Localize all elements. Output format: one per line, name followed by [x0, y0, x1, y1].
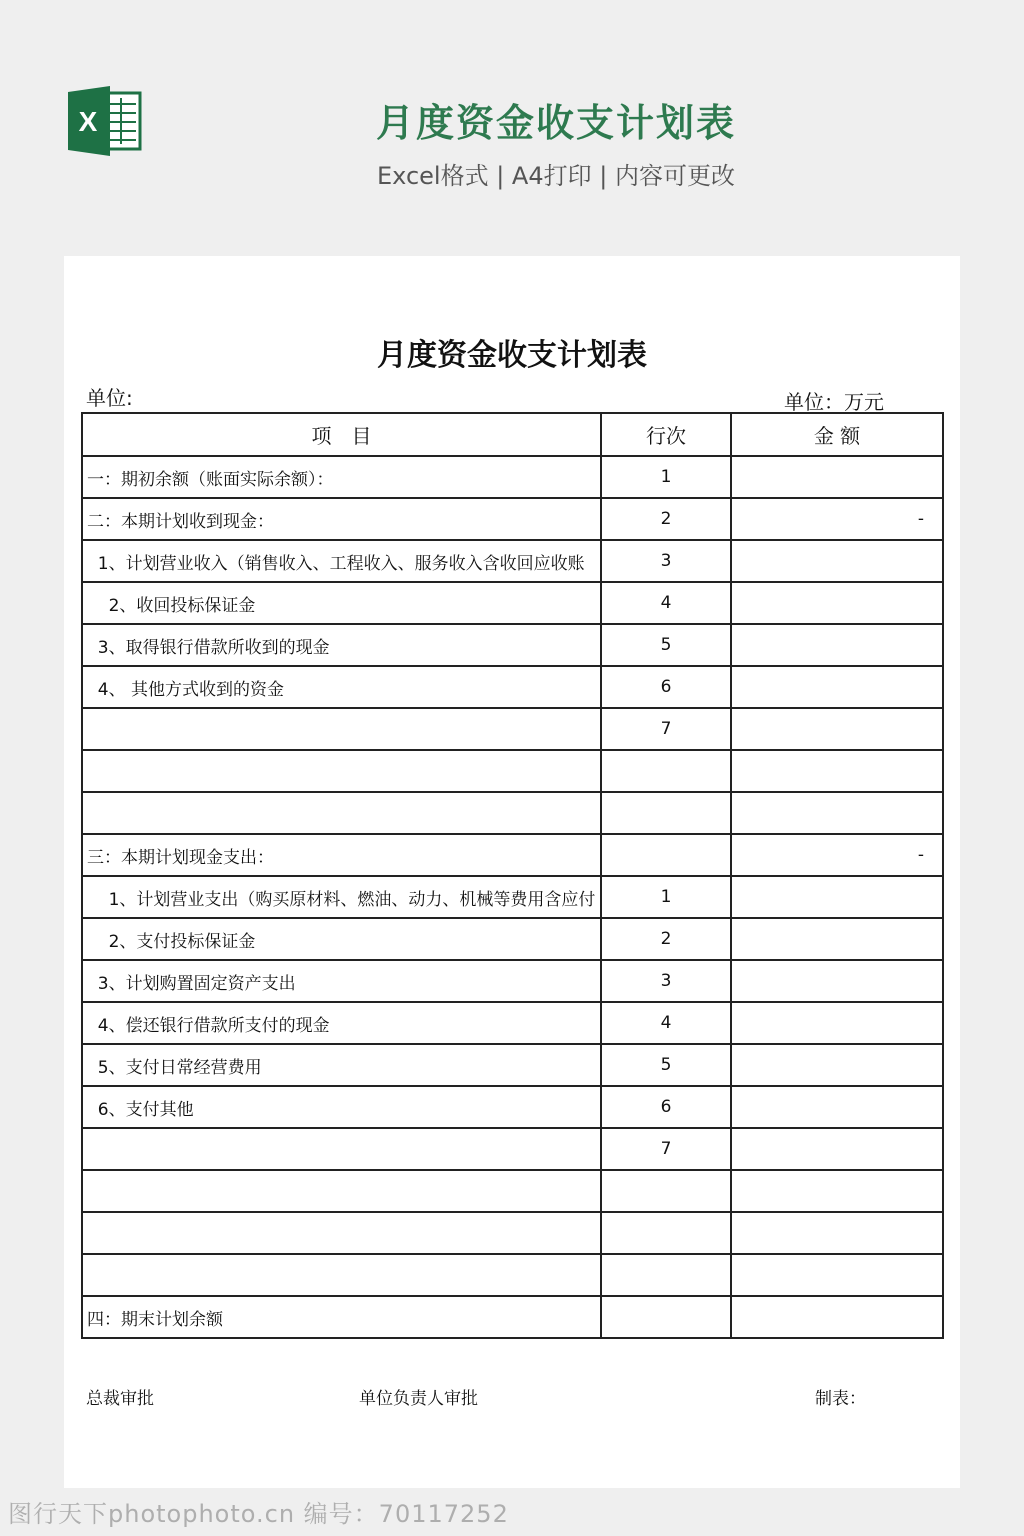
- header-row-number: 行次: [601, 413, 731, 456]
- cell-row-number: [601, 1296, 731, 1338]
- cell-amount: [731, 582, 943, 624]
- cell-row-number: 3: [601, 960, 731, 1002]
- table-row: [82, 1170, 943, 1212]
- cell-amount: -: [731, 498, 943, 540]
- cell-item: 3、计划购置固定资产支出: [82, 960, 601, 1002]
- cell-item: 3、取得银行借款所收到的现金: [82, 624, 601, 666]
- cell-row-number: [601, 834, 731, 876]
- table-row: [82, 792, 943, 834]
- table-row: [82, 918, 943, 960]
- table-row: [82, 834, 943, 876]
- table-row: [82, 876, 943, 918]
- table-row: [82, 666, 943, 708]
- cell-row-number: 2: [601, 918, 731, 960]
- table-row: [82, 960, 943, 1002]
- table-row: [82, 1044, 943, 1086]
- table-header-row: [82, 413, 943, 456]
- cell-amount: [731, 1254, 943, 1296]
- footer-head-approval: 单位负责人审批: [359, 1389, 478, 1409]
- cell-item: [82, 1212, 601, 1254]
- cell-amount: [731, 1296, 943, 1338]
- table-row: [82, 1128, 943, 1170]
- table-row: [82, 456, 943, 498]
- cell-item: 一：期初余额（账面实际余额）：: [82, 456, 601, 498]
- cell-item: 5、支付日常经营费用: [82, 1044, 601, 1086]
- document-sheet: [64, 256, 960, 1488]
- table-row: [82, 582, 943, 624]
- cell-amount: -: [731, 834, 943, 876]
- cell-row-number: 2: [601, 498, 731, 540]
- cell-item: 1、计划营业支出（购买原材料、燃油、动力、机械等费用含应付: [82, 876, 601, 918]
- excel-logo-icon: [66, 86, 142, 156]
- cell-amount: [731, 540, 943, 582]
- table-row: [82, 708, 943, 750]
- cell-amount: [731, 666, 943, 708]
- cell-item: 二：本期计划收到现金：: [82, 498, 601, 540]
- cell-amount: [731, 708, 943, 750]
- cell-row-number: [601, 792, 731, 834]
- cell-row-number: 7: [601, 708, 731, 750]
- cell-item: 2、收回投标保证金: [82, 582, 601, 624]
- table-row: [82, 624, 943, 666]
- table-row: [82, 750, 943, 792]
- cell-row-number: [601, 1212, 731, 1254]
- cell-row-number: 4: [601, 582, 731, 624]
- document-title: 月度资金收支计划表: [377, 338, 647, 373]
- cell-row-number: 6: [601, 666, 731, 708]
- unit-label-left: 单位:: [86, 386, 133, 410]
- cell-amount: [731, 876, 943, 918]
- cell-item: 4、偿还银行借款所支付的现金: [82, 1002, 601, 1044]
- table-row: [82, 540, 943, 582]
- cell-item: [82, 1254, 601, 1296]
- cell-row-number: 4: [601, 1002, 731, 1044]
- cell-item: 四：期末计划余额: [82, 1296, 601, 1338]
- cell-amount: [731, 1170, 943, 1212]
- table-row: [82, 1002, 943, 1044]
- cell-amount: [731, 750, 943, 792]
- cell-amount: [731, 1044, 943, 1086]
- cashflow-table: [81, 412, 944, 1339]
- cell-amount: [731, 1212, 943, 1254]
- header-amount: 金 额: [731, 413, 943, 456]
- cell-item: 4、 其他方式收到的资金: [82, 666, 601, 708]
- logo-letter: X: [78, 106, 98, 137]
- cell-item: [82, 1128, 601, 1170]
- cell-item: [82, 792, 601, 834]
- cell-row-number: 5: [601, 624, 731, 666]
- footer-prepared-by: 制表：: [815, 1389, 866, 1409]
- cell-amount: [731, 1086, 943, 1128]
- cell-row-number: [601, 1254, 731, 1296]
- footer-ceo-approval: 总裁审批: [86, 1389, 154, 1409]
- cell-item: [82, 708, 601, 750]
- table-row: [82, 1296, 943, 1338]
- banner-subtitle: Excel格式 | A4打印 | 内容可更改: [377, 162, 735, 190]
- cell-amount: [731, 624, 943, 666]
- cell-amount: [731, 1002, 943, 1044]
- cell-amount: [731, 456, 943, 498]
- header-item: 项 目: [82, 413, 601, 456]
- cell-row-number: 7: [601, 1128, 731, 1170]
- cell-item: [82, 750, 601, 792]
- cell-item: 6、支付其他: [82, 1086, 601, 1128]
- cell-amount: [731, 960, 943, 1002]
- cell-row-number: 3: [601, 540, 731, 582]
- unit-label-right: 单位：万元: [784, 390, 884, 414]
- cell-item: 1、计划营业收入（销售收入、工程收入、服务收入含收回应收账: [82, 540, 601, 582]
- watermark: 图行天下photophoto.cn 编号：70117252: [8, 1500, 509, 1528]
- cell-item: 2、支付投标保证金: [82, 918, 601, 960]
- cell-row-number: [601, 750, 731, 792]
- cell-amount: [731, 792, 943, 834]
- cell-row-number: 1: [601, 876, 731, 918]
- cell-item: 三：本期计划现金支出：: [82, 834, 601, 876]
- cell-item: [82, 1170, 601, 1212]
- cell-row-number: 1: [601, 456, 731, 498]
- table-row: [82, 1212, 943, 1254]
- cell-amount: [731, 1128, 943, 1170]
- table-row: [82, 1086, 943, 1128]
- cell-amount: [731, 918, 943, 960]
- cell-row-number: 5: [601, 1044, 731, 1086]
- cell-row-number: 6: [601, 1086, 731, 1128]
- cell-row-number: [601, 1170, 731, 1212]
- table-row: [82, 498, 943, 540]
- banner-title: 月度资金收支计划表: [375, 101, 736, 145]
- table-row: [82, 1254, 943, 1296]
